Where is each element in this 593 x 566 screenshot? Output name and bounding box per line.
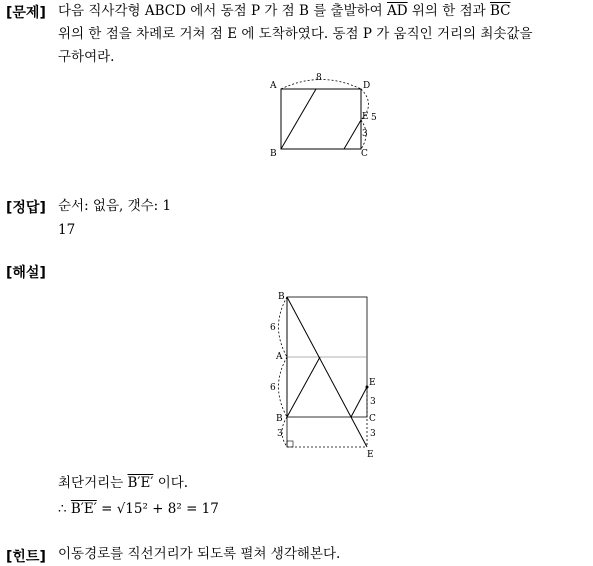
- arc-six-mid: [279, 357, 288, 417]
- arc-six-top: [279, 297, 288, 357]
- segment-be-2: B′E′: [70, 501, 97, 517]
- problem-text-b: 위의 한 점과: [411, 3, 486, 19]
- label-e: E: [362, 112, 369, 122]
- expl-pre-1: 최단거리는: [58, 475, 124, 491]
- answer-line-1: 순서: 없음, 갯수: 1: [58, 198, 172, 214]
- label-a-mid: A: [276, 352, 283, 362]
- label-six-mid: 6: [270, 383, 276, 393]
- expl-post-1: 이다.: [157, 475, 189, 491]
- problem-line-2: 위의 한 점을 차례로 거쳐 점 E 에 도착하였다. 동점 P 가 움직인 거리의 최솟값을: [58, 26, 533, 42]
- path-bc-to-e: [351, 387, 367, 417]
- label-c: C: [361, 149, 368, 159]
- equation: = √15² + 8² = 17: [101, 501, 219, 517]
- label-c-right: C: [369, 414, 376, 424]
- segment-bc: $\overline{BC}$: [489, 3, 511, 19]
- segment-ad: $\overline{AD}$: [386, 3, 408, 19]
- explanation-line-1: [58, 472, 188, 495]
- label-three-right-bottom: 3: [370, 429, 376, 439]
- answer-value: 17: [58, 222, 76, 238]
- label-ec-len: 3: [362, 129, 368, 139]
- label-six-top: 6: [270, 323, 276, 333]
- segment-be-1: B′E′: [127, 475, 154, 491]
- problem-line-3: 구하여라.: [58, 49, 115, 65]
- answer-tag: [정답]: [6, 200, 46, 216]
- problem-text-a: 다음 직사각형 ABCD 에서 동점 P 가 점 B 를 출발하여: [58, 3, 383, 19]
- explanation-line-2: [58, 498, 219, 521]
- label-de-len: 5: [371, 113, 377, 123]
- hint-text: 이동경로를 직선거리가 되도록 펼쳐 생각해본다.: [58, 546, 341, 562]
- straight-path: [287, 297, 367, 447]
- label-three-left: 3: [277, 429, 283, 439]
- problem-tag: [문제]: [6, 5, 46, 21]
- label-e-bottom: E: [367, 450, 374, 460]
- label-three-right-top: 3: [370, 397, 376, 407]
- therefore-symbol: ∴: [58, 501, 67, 517]
- label-b-top: B: [278, 292, 285, 302]
- label-d: D: [363, 81, 371, 91]
- label-top-len: 8: [316, 73, 322, 83]
- label-a: A: [270, 81, 277, 91]
- label-b-mid: B: [276, 414, 283, 424]
- label-b: B: [270, 149, 277, 159]
- hint-tag: [힌트]: [6, 549, 46, 565]
- right-angle-mark: [287, 441, 293, 447]
- explanation-tag: [해설]: [6, 265, 46, 281]
- path-b-to-ad: [287, 357, 320, 417]
- label-e-right: E: [369, 378, 376, 388]
- arc-three-left: [282, 417, 287, 447]
